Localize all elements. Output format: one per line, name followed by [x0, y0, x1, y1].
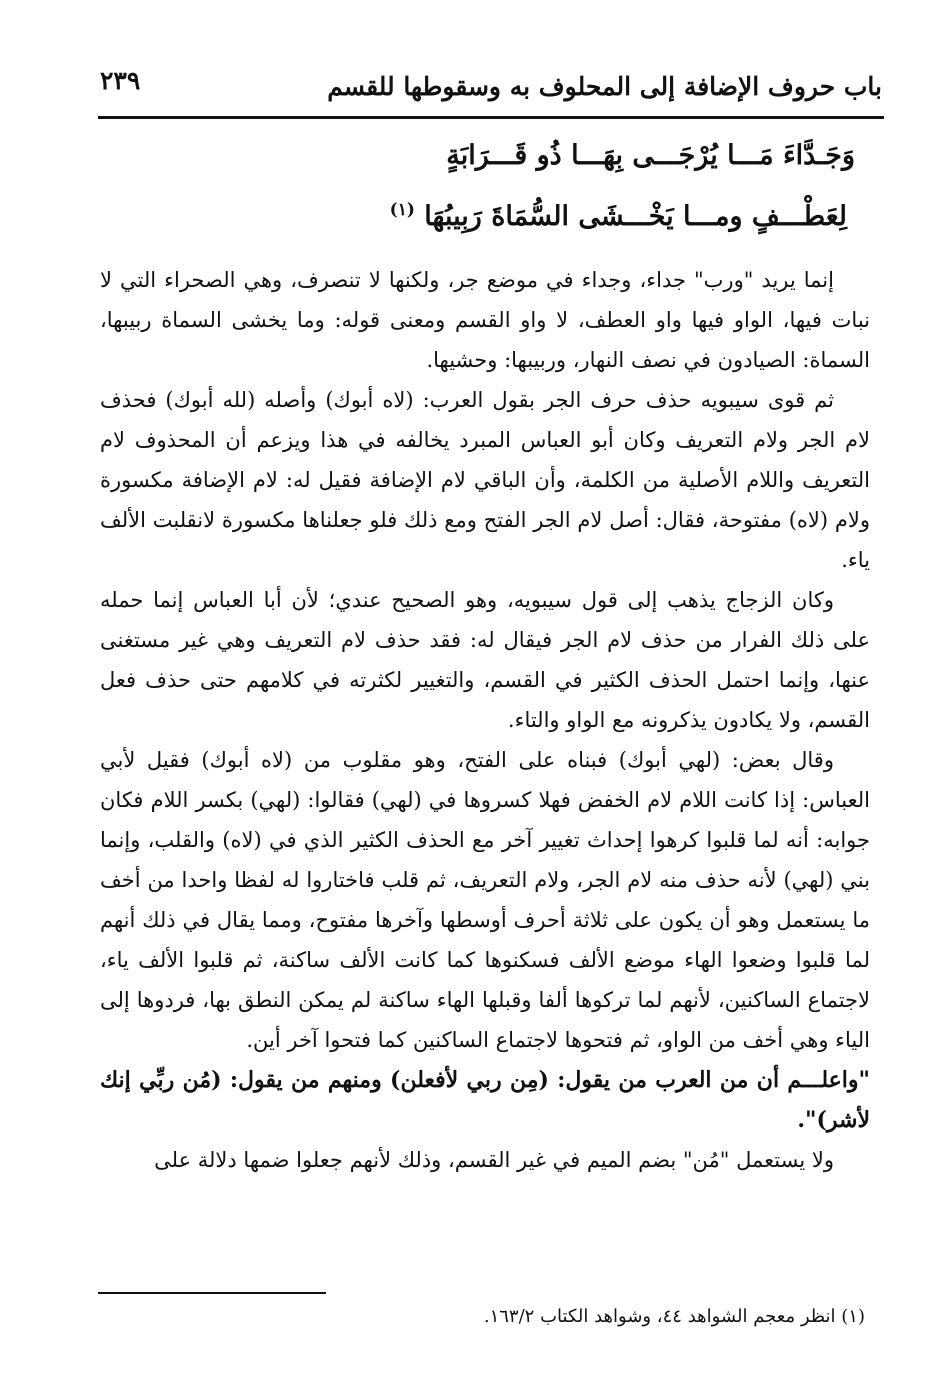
verse-line-1: وَجَـدَّاءَ مَـــا يُرْجَـــى بِهَـــا ذُو قَـــرَابَةٍ: [446, 140, 855, 171]
chapter-title: باب حروف الإضافة إلى المحلوف به وسقوطها للقسم: [327, 72, 882, 101]
verse-line-2-text: لِعَطْـــفٍ ومـــا يَخْـــشَى السُّمَاةَ رَبِيبُهَا: [424, 201, 847, 232]
verse-line-2: [390, 200, 847, 232]
page-number: ٢٣٩: [100, 66, 141, 95]
footnote: (١) انظر معجم الشواهد ٤٤، وشواهد الكتاب ١٦٣/٢.: [483, 1306, 865, 1327]
paragraph: وكان الزجاج يذهب إلى قول سيبويه، وهو الصحيح عندي؛ لأن أبا العباس إنما حمله على ذلك الفرار من حذف لام الجر فيقال له: فقد حذف لام التعريف وهي غير مستغنى عنها، وإنما احتمل الحذف الكثير في القسم، والتغيير لكثرته في كلامهم حتى حذف فعل القسم، ولا يكادون يذكرونه مع الواو والتاء.: [100, 588, 871, 732]
paragraph: إنما يريد "ورب" جداء، وجداء في موضع جر، ولكنها لا تنصرف، وهي الصحراء التي لا نبات فيها، الواو فيها واو العطف، لا واو القسم ومعنى قوله: وما يخشى السماة ربيبها، السماة: الصيادون في نصف النهار، وربيبها: وحشيها.: [100, 268, 870, 372]
running-header: [96, 56, 882, 112]
header-divider: [98, 116, 884, 119]
paragraph: ولا يستعمل "مُن" بضم الميم في غير القسم، وذلك لأنهم جعلوا ضمها دلالة على: [154, 1148, 834, 1172]
quoted-paragraph: "واعلـــم أن من العرب من يقول: (مِن ربي لأفعلن) ومنهم من يقول: (مُن ربِّي إنك لأشر)".: [100, 1067, 870, 1133]
footnote-reference: (١): [389, 200, 415, 220]
paragraph: وقال بعض: (لهي أبوك) فبناه على الفتح، وهو مقلوب من (لاه أبوك) فقيل لأبي العباس: إذا كانت اللام لام الخفض فهلا كسروها في (لهي) فقالوا: (لهي) بكسر اللام فكان جوابه: أنه لما قلبوا كرهوا إحداث تغيير آخر مع الحذف الكثير الذي في (لاه) والقلب، وإنما بني (لهي) لأنه حذف منه لام الجر، ولام التعريف، ثم قلب فاختاروا له لفظا واحدا من أخف ما يستعمل وهو أن يكون على ثلاثة أحرف أوسطها وآخرها مفتوح، ومما يقال في ذلك أنهم لما قلبوا وضعوا الهاء موضع الألف فسكنوها كما كانت الألف ساكنة، ثم قلبوا الألف ياء، لاجتماع الساكنين، لأنهم لما تركوها ألفا وقبلها الهاء ساكنة لم يمكن النطق بها، فردوها إلى الياء وهي أخف من الواو، ثم فتحوها لاجتماع الساكنين كما فتحوا آخر أين.: [100, 748, 870, 1052]
paragraph: ثم قوى سيبويه حذف حرف الجر بقول العرب: (لاه أبوك) وأصله (لله أبوك) فحذف لام الجر ولام التعريف وكان أبو العباس المبرد يخالفه في هذا ويزعم أن المحذوف لام التعريف واللام الأصلية من الكلمة، وأن الباقي لام الإضافة فقيل له: لام الإضافة مكسورة ولام (لاه) مفتوحة، فقال: أصل لام الجر الفتح ومع ذلك فلو جعلناها مكسورة لانقلبت الألف ياء.: [100, 388, 870, 572]
body-text: [100, 260, 870, 1180]
footnote-divider: [98, 1292, 326, 1294]
